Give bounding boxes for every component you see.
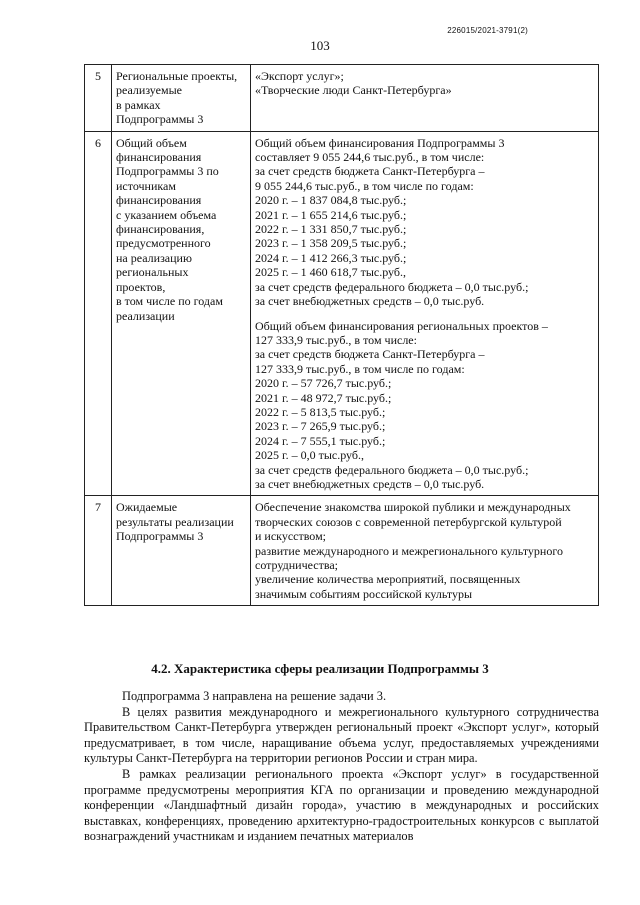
- label-line: финансирования,: [116, 222, 205, 237]
- value-line: 2022 г. – 5 813,5 тыс.руб.;: [255, 404, 386, 419]
- value-line: «Творческие люди Санкт-Петербурга»: [255, 83, 452, 98]
- paragraph: В рамках реализации регионального проекта «Экспорт услуг» в государственной программе предусмотрены мероприятия КГА по организации и проведению международной конференции «Ландшафтный дизайн города», участию в международных и российских выставках, конференциях, проведению архитектурно-градостроительных конкурсов с выплатой вознаграждений участникам и изданием печатных материалов: [84, 766, 599, 844]
- label-line: региональных: [116, 265, 189, 280]
- row-label: [112, 131, 251, 496]
- value-line: 127 333,9 тыс.руб., в том числе:: [255, 332, 417, 347]
- label-line: реализуемые: [116, 83, 182, 98]
- page-number: 103: [310, 38, 330, 53]
- value-line: увеличение количества мероприятий, посвященных: [255, 572, 521, 587]
- value-line: 2023 г. – 7 265,9 тыс.руб.;: [255, 419, 386, 434]
- label-line: Подпрограммы 3: [116, 529, 204, 544]
- value-line: 2025 г. – 0,0 тыс.руб.,: [255, 448, 364, 463]
- passport-table: [84, 64, 599, 606]
- table-row: [85, 496, 599, 606]
- value-line: 2025 г. – 1 460 618,7 тыс.руб.,: [255, 265, 406, 280]
- label-line: результаты реализации: [116, 514, 234, 529]
- label-line: реализации: [116, 308, 175, 323]
- value-line: за счет внебюджетных средств – 0,0 тыс.руб.: [255, 294, 485, 309]
- label-line: предусмотренного: [116, 236, 211, 251]
- value-line: за счет средств федерального бюджета – 0,0 тыс.руб.;: [255, 279, 529, 294]
- row-value: [251, 131, 599, 496]
- document-id: 226015/2021-3791(2): [447, 26, 528, 35]
- table-row: [85, 131, 599, 496]
- value-line: Общий объем финансирования Подпрограммы 3: [255, 135, 505, 150]
- value-line: сотрудничества;: [255, 558, 338, 572]
- value-line: 2023 г. – 1 358 209,5 тыс.руб.;: [255, 236, 407, 251]
- value-line: 2021 г. – 48 972,7 тыс.руб.;: [255, 390, 392, 405]
- label-line: Региональные проекты,: [116, 69, 238, 83]
- value-line: развитие международного и межрегионального культурного: [255, 543, 563, 558]
- value-line: Общий объем финансирования региональных проектов –: [255, 318, 548, 333]
- value-line: 2024 г. – 1 412 266,3 тыс.руб.;: [255, 250, 407, 265]
- value-line: за счет внебюджетных средств – 0,0 тыс.руб.: [255, 476, 485, 491]
- row-label: [112, 496, 251, 606]
- value-line: составляет 9 055 244,6 тыс.руб., в том числе:: [255, 150, 485, 165]
- value-line: за счет средств бюджета Санкт-Петербурга –: [255, 347, 485, 362]
- label-line: Подпрограммы 3: [116, 112, 204, 127]
- value-line: «Экспорт услуг»;: [255, 69, 344, 83]
- paragraph: В целях развития международного и межрегионального культурного сотрудничества Правительством Санкт-Петербурга утвержден региональный проект «Экспорт услуг», который предусматривает, в том числе, наращивание объема услуг, предоставляемых учреждениями культуры Санкт-Петербурга на территории регионов России и стран мира.: [84, 704, 599, 766]
- value-line: 127 333,9 тыс.руб., в том числе по годам:: [255, 361, 465, 376]
- value-line: за счет средств бюджета Санкт-Петербурга –: [255, 164, 485, 179]
- value-line: 2021 г. – 1 655 214,6 тыс.руб.;: [255, 207, 407, 222]
- label-line: финансирования: [116, 193, 202, 208]
- value-line: 2024 г. – 7 555,1 тыс.руб.;: [255, 433, 386, 448]
- value-line: 9 055 244,6 тыс.руб., в том числе по годам:: [255, 178, 474, 193]
- row-number: 6: [85, 131, 112, 496]
- row-number: 5: [85, 65, 112, 132]
- label-line: Подпрограммы 3 по: [116, 164, 219, 179]
- value-line: творческих союзов с современной петербургской культурой: [255, 514, 562, 529]
- label-line: в том числе по годам: [116, 294, 223, 309]
- section-body: [84, 689, 599, 845]
- label-line: финансирования: [116, 150, 202, 165]
- label-line: в рамках: [116, 97, 161, 112]
- row-value: [251, 496, 599, 606]
- label-line: на реализацию: [116, 250, 192, 265]
- label-line: Ожидаемые: [116, 500, 178, 515]
- label-line: источникам: [116, 178, 176, 193]
- table-row: [85, 65, 599, 132]
- label-line: Общий объем: [116, 135, 187, 150]
- paragraph: Подпрограмма 3 направлена на решение задачи 3.: [122, 689, 387, 703]
- value-line: 2020 г. – 57 726,7 тыс.руб.;: [255, 376, 392, 391]
- value-line: Обеспечение знакомства широкой публики и международных: [255, 500, 571, 515]
- row-label: [112, 65, 251, 132]
- label-line: с указанием объема: [116, 207, 217, 222]
- label-line: проектов,: [116, 279, 166, 294]
- paragraph-gap: [255, 309, 594, 319]
- row-value: [251, 65, 599, 132]
- value-line: 2022 г. – 1 331 850,7 тыс.руб.;: [255, 222, 407, 237]
- section-heading: 4.2. Характеристика сферы реализации Подпрограммы 3: [151, 661, 489, 676]
- value-line: и искусством;: [255, 529, 327, 544]
- value-line: 2020 г. – 1 837 084,8 тыс.руб.;: [255, 193, 407, 208]
- value-line: за счет средств федерального бюджета – 0,0 тыс.руб.;: [255, 462, 529, 477]
- row-number: 7: [85, 496, 112, 606]
- value-line: значимым событиям российской культуры: [255, 586, 473, 601]
